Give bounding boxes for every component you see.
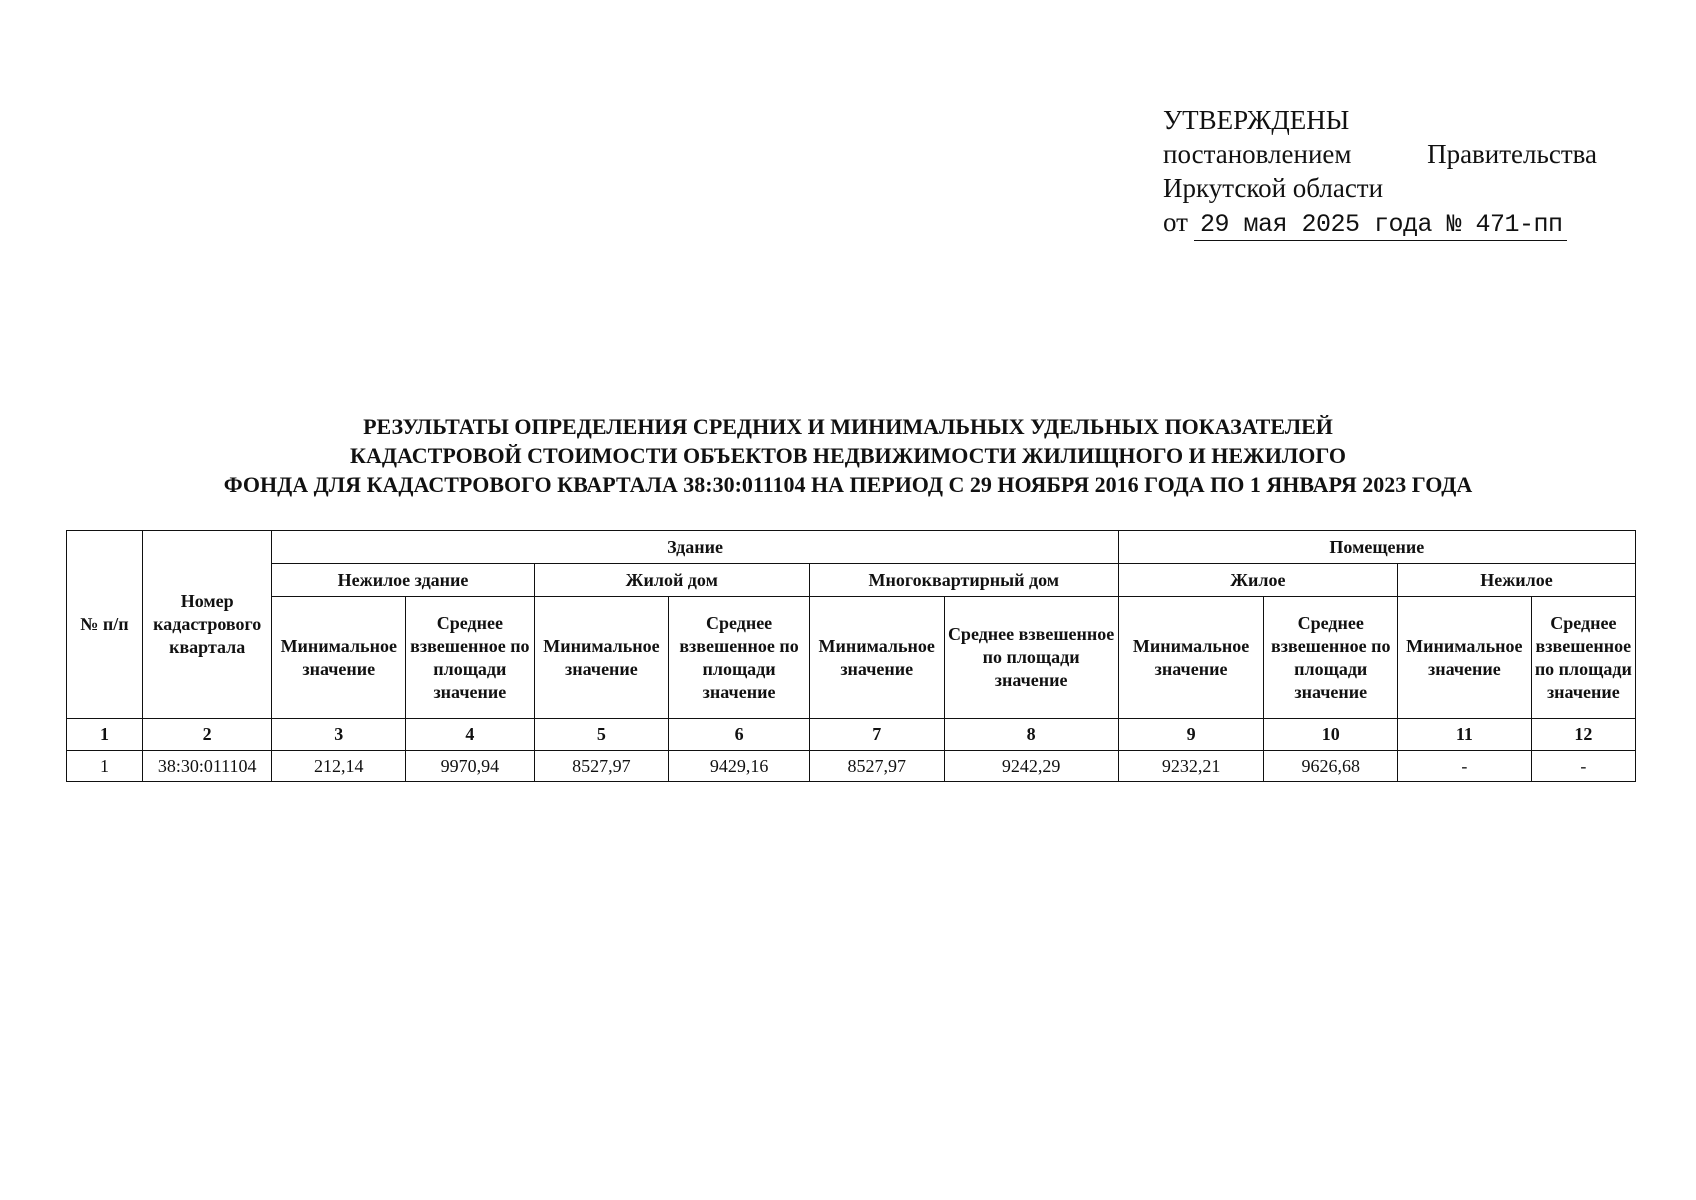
header-nonresidential-premises: Нежилое	[1398, 564, 1636, 597]
approved-label: УТВЕРЖДЕНЫ	[1163, 105, 1350, 135]
cell-value: -	[1398, 751, 1532, 782]
document-title	[60, 412, 1636, 499]
header-cadastral: Номер кадастрового квартала	[142, 531, 272, 719]
header-row-measures	[67, 597, 1636, 719]
column-number: 6	[669, 719, 810, 751]
header-min-value: Минимальное значение	[1118, 597, 1264, 719]
header-num: № п/п	[67, 531, 143, 719]
header-min-value: Минимальное значение	[534, 597, 669, 719]
column-number: 2	[142, 719, 272, 751]
column-number: 5	[534, 719, 669, 751]
table-row	[67, 751, 1636, 782]
column-number: 11	[1398, 719, 1532, 751]
cell-row-number: 1	[67, 751, 143, 782]
column-number: 9	[1118, 719, 1264, 751]
header-weighted-avg: Среднее взвешенное по площади значение	[1531, 597, 1635, 719]
date-line	[1163, 205, 1597, 241]
header-residential-premises: Жилое	[1118, 564, 1397, 597]
cell-value: 8527,97	[809, 751, 944, 782]
header-weighted-avg: Среднее взвешенное по площади значение	[1264, 597, 1398, 719]
results-table	[66, 530, 1636, 782]
cell-cadastral-number: 38:30:011104	[142, 751, 272, 782]
column-number: 12	[1531, 719, 1635, 751]
header-row-groups	[67, 531, 1636, 564]
column-number: 1	[67, 719, 143, 751]
header-residential-house: Жилой дом	[534, 564, 809, 597]
cell-value: 9429,16	[669, 751, 810, 782]
title-line-3: ФОНДА ДЛЯ КАДАСТРОВОГО КВАРТАЛА 38:30:011104 НА ПЕРИОД С 29 НОЯБРЯ 2016 ГОДА ПО 1 ЯНВАРЯ 2023 ГОДА	[223, 472, 1473, 497]
header-min-value: Минимальное значение	[1398, 597, 1532, 719]
cell-value: 9232,21	[1118, 751, 1264, 782]
cell-value: 9970,94	[406, 751, 535, 782]
approval-stamp	[1163, 103, 1597, 241]
header-min-value: Минимальное значение	[272, 597, 406, 719]
cell-value: -	[1531, 751, 1635, 782]
header-weighted-avg: Среднее взвешенное по площади значение	[669, 597, 810, 719]
header-group-premises: Помещение	[1118, 531, 1635, 564]
column-number: 3	[272, 719, 406, 751]
cell-value: 8527,97	[534, 751, 669, 782]
cell-value: 212,14	[272, 751, 406, 782]
column-number: 7	[809, 719, 944, 751]
column-number: 8	[944, 719, 1118, 751]
column-number-row	[67, 719, 1636, 751]
header-row-subgroups	[67, 564, 1636, 597]
header-group-building: Здание	[272, 531, 1118, 564]
cell-value: 9242,29	[944, 751, 1118, 782]
cell-value: 9626,68	[1264, 751, 1398, 782]
region-line: Иркутской области	[1163, 173, 1384, 203]
header-min-value: Минимальное значение	[809, 597, 944, 719]
government-word: Правительства	[1427, 139, 1597, 169]
resolution-word: постановлением	[1163, 139, 1352, 169]
header-nonresidential-building: Нежилое здание	[272, 564, 534, 597]
resolution-line	[1163, 137, 1597, 171]
resolution-date-number: 29 мая 2025 года № 471-пп	[1194, 210, 1567, 241]
header-apartment-building: Многоквартирный дом	[809, 564, 1118, 597]
header-weighted-avg: Среднее взвешенное по площади значение	[406, 597, 535, 719]
title-line-2: КАДАСТРОВОЙ СТОИМОСТИ ОБЪЕКТОВ НЕДВИЖИМОСТИ ЖИЛИЩНОГО И НЕЖИЛОГО	[350, 443, 1346, 468]
header-weighted-avg: Среднее взвешенное по площади значение	[944, 597, 1118, 719]
column-number: 4	[406, 719, 535, 751]
from-word: от	[1163, 207, 1188, 237]
title-line-1: РЕЗУЛЬТАТЫ ОПРЕДЕЛЕНИЯ СРЕДНИХ И МИНИМАЛЬНЫХ УДЕЛЬНЫХ ПОКАЗАТЕЛЕЙ	[363, 414, 1333, 439]
column-number: 10	[1264, 719, 1398, 751]
